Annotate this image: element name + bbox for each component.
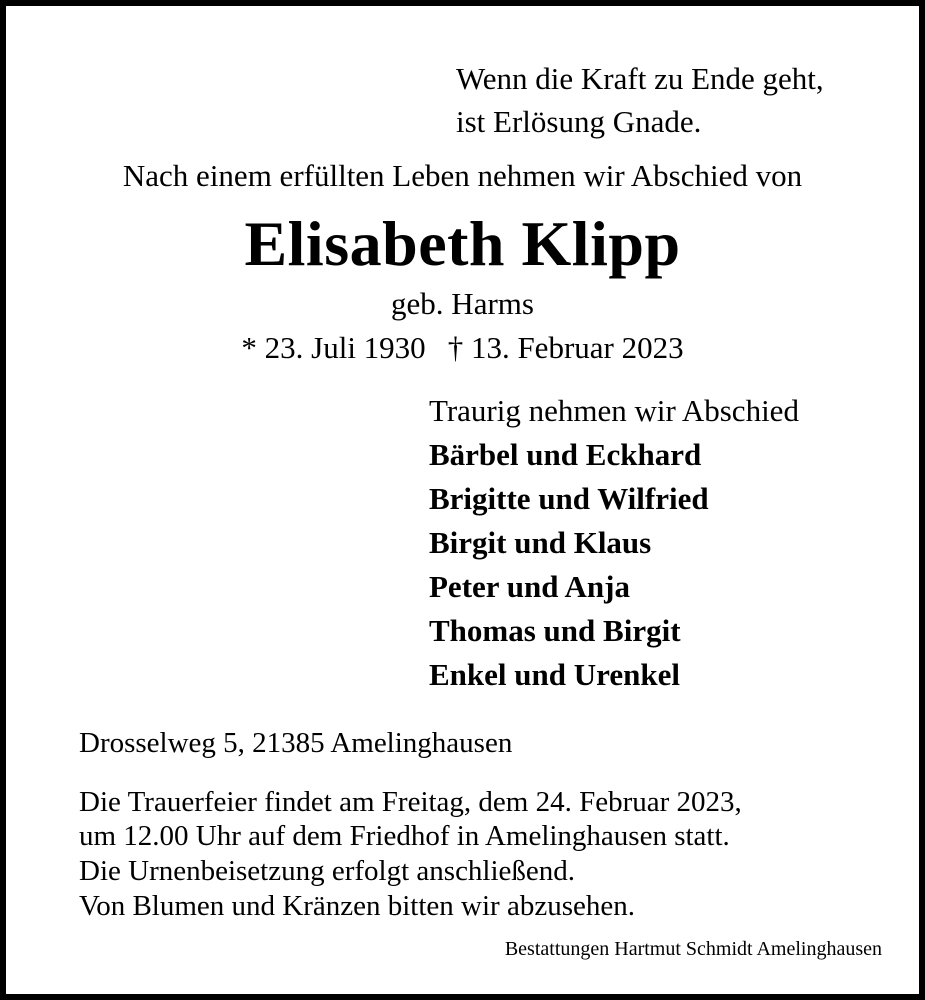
service-line-1: Die Trauerfeier findet am Freitag, dem 24. Februar 2023,: [79, 786, 742, 818]
death-date: † 13. Februar 2023: [447, 330, 684, 365]
mourner-name: Enkel und Urenkel: [429, 657, 680, 692]
birth-date: * 23. Juli 1930: [241, 330, 426, 365]
motto-line-2: ist Erlösung Gnade.: [456, 104, 702, 139]
mourner-name: Peter und Anja: [429, 569, 630, 604]
service-line-2: um 12.00 Uhr auf dem Friedhof in Amelinghausen statt.: [79, 820, 730, 852]
undertaker-credit: Bestattungen Hartmut Schmidt Amelinghausen: [504, 938, 882, 960]
address: Drosselweg 5, 21385 Amelinghausen: [79, 727, 513, 759]
mourner-name: Bärbel und Eckhard: [429, 437, 702, 472]
deceased-name: Elisabeth Klipp: [244, 208, 681, 279]
mourner-name: Brigitte und Wilfried: [429, 481, 709, 516]
maiden-name: geb. Harms: [391, 286, 534, 321]
mourner-name: Birgit und Klaus: [429, 525, 652, 560]
intro-text: Nach einem erfüllten Leben nehmen wir Abschied von: [122, 158, 803, 193]
service-line-3: Die Urnenbeisetzung erfolgt anschließend.: [79, 855, 576, 887]
life-dates: [6, 332, 919, 363]
motto-line-1: Wenn die Kraft zu Ende geht,: [456, 61, 824, 96]
mourners-heading: Traurig nehmen wir Abschied: [429, 393, 799, 428]
service-line-4: Von Blumen und Kränzen bitten wir abzusehen.: [79, 890, 635, 922]
mourner-name: Thomas und Birgit: [429, 613, 681, 648]
